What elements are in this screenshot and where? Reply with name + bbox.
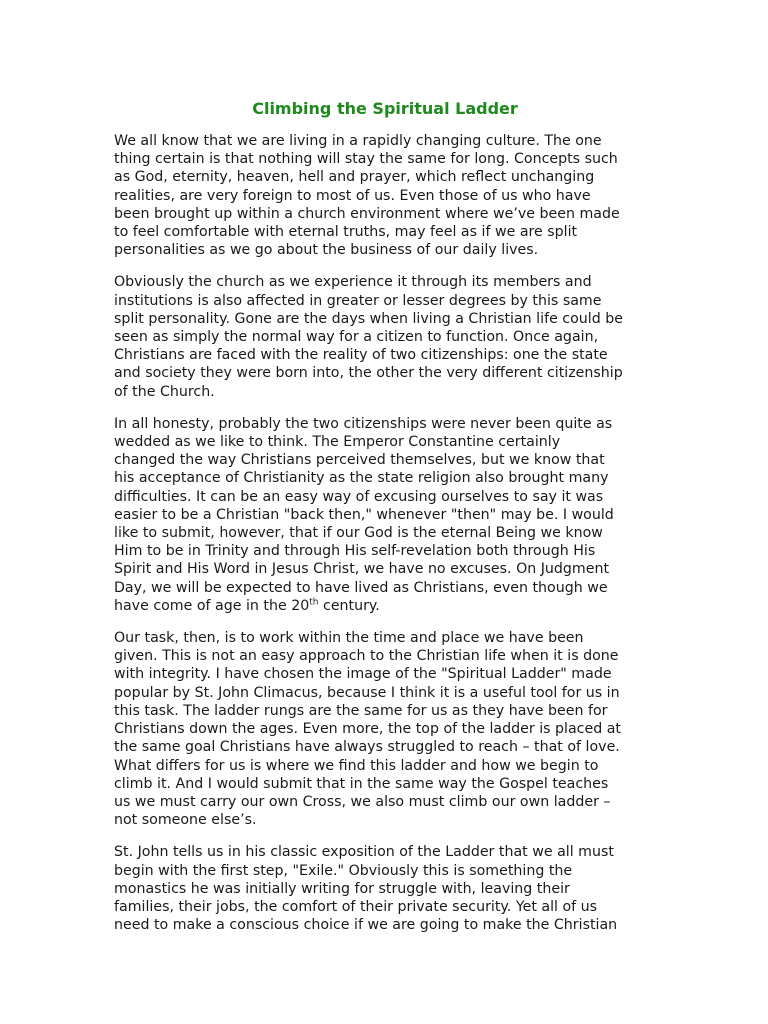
text-line: Him to be in Trinity and through His self-revelation both through His: [114, 543, 596, 560]
text-line: St. John tells us in his classic exposition of the Ladder that we all must: [114, 844, 614, 861]
text-line: Christians down the ages. Even more, the top of the ladder is placed at: [114, 721, 621, 738]
text-line: given. This is not an easy approach to the Christian life when it is done: [114, 648, 619, 665]
text-fragment: century.: [318, 597, 380, 614]
text-line: Our task, then, is to work within the time and place we have been: [114, 630, 584, 647]
text-line: wedded as we like to think. The Emperor Constantine certainly: [114, 434, 561, 451]
text-line: changed the way Christians perceived themselves, but we know that: [114, 452, 605, 469]
text-line: thing certain is that nothing will stay the same for long. Concepts such: [114, 151, 618, 168]
document-page: [114, 98, 656, 948]
text-line: us we must carry our own Cross, we also must climb our own ladder –: [114, 793, 611, 810]
text-line: split personality. Gone are the days when living a Christian life could be: [114, 310, 623, 327]
text-line: Obviously the church as we experience it through its members and: [114, 274, 592, 291]
text-line: We all know that we are living in a rapidly changing culture. The one: [114, 133, 602, 149]
text-line: In all honesty, probably the two citizenships were never been quite as: [114, 415, 613, 432]
text-line: this task. The ladder rungs are the same for us as they have been for: [114, 702, 608, 719]
text-line: begin with the first step, "Exile." Obviously this is something the: [114, 862, 573, 879]
text-line: popular by St. John Climacus, because I think it is a useful tool for us in: [114, 684, 620, 701]
ordinal-superscript: th: [309, 597, 319, 608]
text-line: as God, eternity, heaven, hell and prayer, which reflect unchanging: [114, 169, 595, 186]
text-line: realities, are very foreign to most of us. Even those of us who have: [114, 187, 591, 204]
paragraph-2: [114, 273, 656, 400]
text-line: not someone else’s.: [114, 812, 257, 829]
paragraph-4: [114, 629, 656, 829]
text-line: to feel comfortable with eternal truths, may feel as if we are split: [114, 224, 578, 241]
text-line: Spirit and His Word in Jesus Christ, we have no excuses. On Judgment: [114, 561, 610, 578]
text-line: [114, 597, 656, 615]
text-line: Christians are faced with the reality of two citizenships: one the state: [114, 347, 608, 364]
text-line: like to submit, however, that if our God is the eternal Being we know: [114, 525, 603, 542]
text-line: and society they were born into, the other the very different citizenship: [114, 365, 623, 382]
text-line: climb it. And I would submit that in the same way the Gospel teaches: [114, 775, 609, 792]
text-line: monastics he was initially writing for struggle with, leaving their: [114, 880, 570, 897]
text-line: difficulties. It can be an easy way of excusing ourselves to say it was: [114, 488, 604, 505]
paragraph-5: [114, 843, 656, 934]
text-line: families, their jobs, the comfort of their private security. Yet all of us: [114, 898, 598, 915]
text-line: the same goal Christians have always struggled to reach – that of love.: [114, 739, 620, 756]
text-line: seen as simply the normal way for a citizen to function. Once again,: [114, 329, 599, 346]
document-title: Climbing the Spiritual Ladder: [252, 99, 518, 118]
text-fragment: have come of age in the 20: [114, 597, 310, 614]
paragraph-1: [114, 132, 656, 259]
text-line: his acceptance of Christianity as the state religion also brought many: [114, 470, 609, 487]
text-line: What differs for us is where we find this ladder and how we begin to: [114, 757, 599, 774]
text-line: of the Church.: [114, 383, 215, 400]
text-line: need to make a conscious choice if we are going to make the Christian: [114, 917, 618, 934]
paragraph-3: [114, 415, 656, 615]
text-line: institutions is also affected in greater or lesser degrees by this same: [114, 292, 602, 309]
text-line: been brought up within a church environment where we’ve been made: [114, 205, 620, 222]
text-line: Day, we will be expected to have lived as Christians, even though we: [114, 579, 608, 596]
text-line: with integrity. I have chosen the image of the "Spiritual Ladder" made: [114, 666, 612, 683]
text-line: personalities as we go about the business of our daily lives.: [114, 242, 539, 259]
text-line: easier to be a Christian "back then," whenever "then" may be. I would: [114, 506, 614, 523]
